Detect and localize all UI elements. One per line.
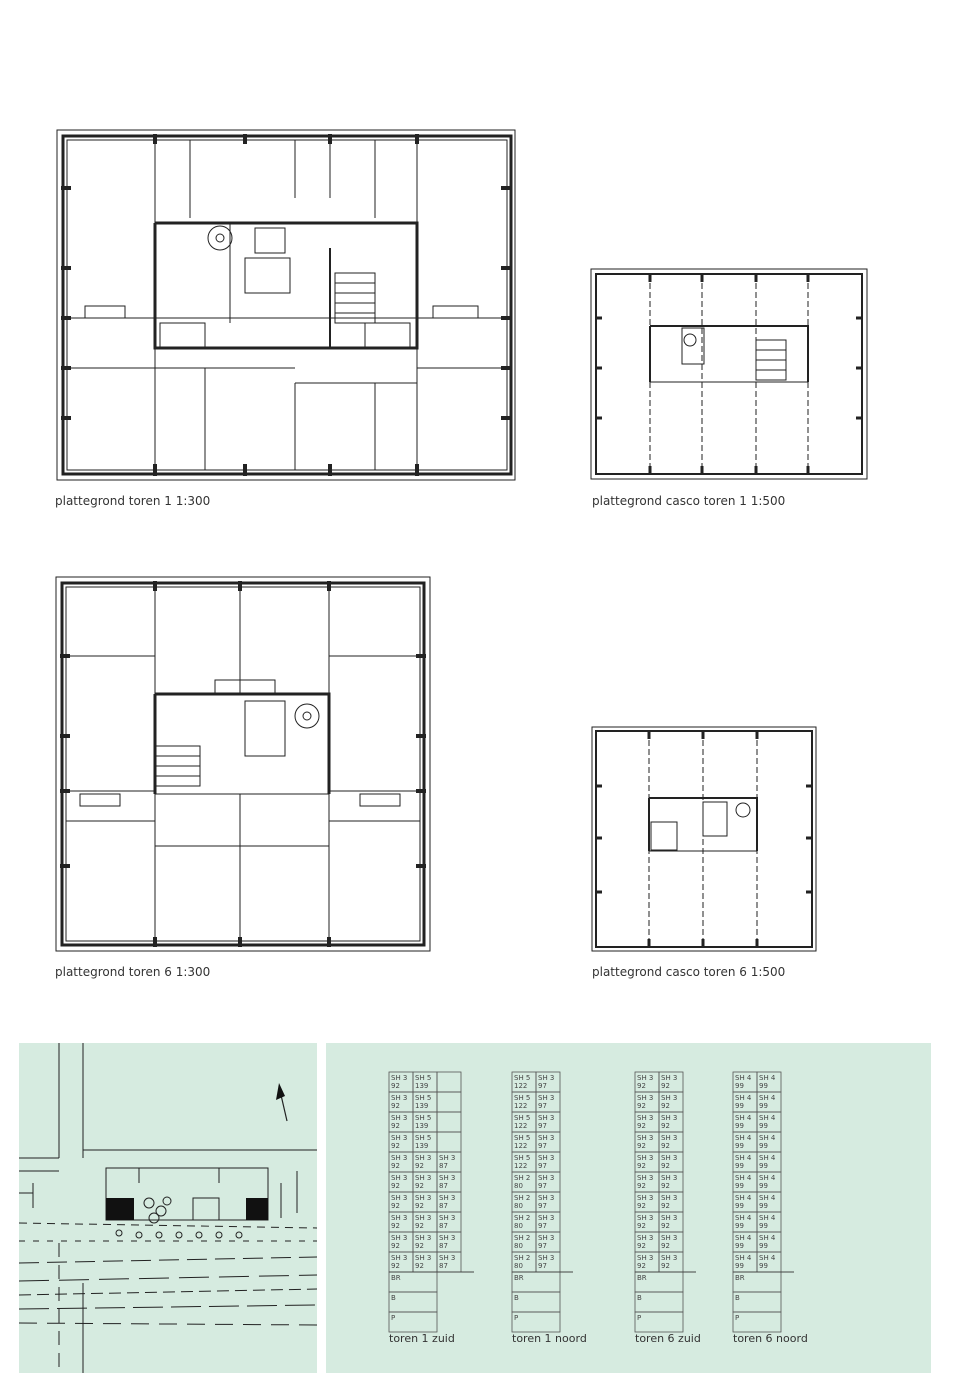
unit-label: SH 3 [439, 1214, 456, 1222]
base-cell [389, 1292, 437, 1312]
unit-label: 92 [391, 1242, 400, 1250]
unit-label: SH 5 [514, 1094, 531, 1102]
unit-label: 92 [661, 1202, 670, 1210]
unit-label: SH 4 [735, 1074, 752, 1082]
unit-label: SH 3 [439, 1254, 456, 1262]
unit-label: 99 [759, 1222, 768, 1230]
unit-label: 99 [735, 1242, 744, 1250]
unit-label: SH 4 [759, 1194, 776, 1202]
unit-label: SH 5 [514, 1114, 531, 1122]
unit-label: 87 [439, 1162, 448, 1170]
caption-plan-toren-6: plattegrond toren 6 1:300 [55, 965, 211, 979]
base-cell [635, 1292, 683, 1312]
unit-label: 92 [637, 1142, 646, 1150]
unit-label: 92 [415, 1242, 424, 1250]
tower-stack [635, 1072, 701, 1345]
unit-label: 92 [661, 1262, 670, 1270]
base-label: BR [391, 1274, 401, 1282]
floorplan-toren-1 [55, 128, 517, 482]
unit-label: SH 3 [661, 1074, 678, 1082]
unit-label: 139 [415, 1142, 429, 1150]
tower-label: toren 6 noord [733, 1332, 808, 1345]
unit-label: SH 4 [735, 1214, 752, 1222]
unit-label: SH 3 [391, 1074, 408, 1082]
base-cell [512, 1292, 560, 1312]
unit-label: SH 3 [538, 1174, 555, 1182]
unit-label: SH 3 [661, 1114, 678, 1122]
unit-label: 92 [391, 1142, 400, 1150]
unit-label: SH 2 [514, 1174, 531, 1182]
tower-label: toren 1 noord [512, 1332, 587, 1345]
tower-stack [389, 1072, 474, 1345]
unit-label: 139 [415, 1082, 429, 1090]
unit-label: 92 [661, 1182, 670, 1190]
unit-label: SH 3 [391, 1174, 408, 1182]
unit-label: SH 5 [514, 1154, 531, 1162]
unit-label: 99 [735, 1102, 744, 1110]
unit-label: SH 4 [759, 1094, 776, 1102]
unit-label: 92 [415, 1202, 424, 1210]
base-cell [512, 1312, 560, 1332]
unit-label: SH 2 [514, 1214, 531, 1222]
unit-label: 97 [538, 1102, 547, 1110]
unit-label: 97 [538, 1122, 547, 1130]
unit-label: SH 3 [391, 1194, 408, 1202]
unit-label: SH 3 [538, 1254, 555, 1262]
unit-label: 92 [637, 1202, 646, 1210]
unit-label: SH 3 [439, 1234, 456, 1242]
unit-label: SH 3 [439, 1174, 456, 1182]
unit-label: SH 5 [415, 1074, 432, 1082]
unit-label: 92 [391, 1182, 400, 1190]
unit-label: SH 3 [637, 1234, 654, 1242]
unit-label: 92 [661, 1082, 670, 1090]
unit-label: 87 [439, 1202, 448, 1210]
unit-label: SH 3 [538, 1074, 555, 1082]
unit-label: 92 [415, 1262, 424, 1270]
unit-label: SH 4 [759, 1254, 776, 1262]
unit-label: SH 4 [759, 1214, 776, 1222]
unit-label: 99 [735, 1222, 744, 1230]
unit-label: SH 3 [637, 1134, 654, 1142]
unit-label: 92 [391, 1122, 400, 1130]
unit-label: SH 4 [759, 1134, 776, 1142]
unit-label: SH 4 [759, 1174, 776, 1182]
unit-label: 92 [391, 1262, 400, 1270]
unit-label: 97 [538, 1142, 547, 1150]
base-label: B [514, 1294, 519, 1302]
unit-label: SH 3 [538, 1214, 555, 1222]
unit-label: SH 3 [661, 1254, 678, 1262]
base-label: BR [514, 1274, 524, 1282]
unit-label: 92 [661, 1142, 670, 1150]
unit-label: SH 5 [415, 1094, 432, 1102]
unit-cell [437, 1092, 461, 1112]
unit-label: 99 [759, 1182, 768, 1190]
unit-label: 80 [514, 1222, 523, 1230]
unit-label: SH 3 [637, 1194, 654, 1202]
unit-label: 99 [759, 1102, 768, 1110]
casco-plan-toren-1 [590, 268, 868, 480]
unit-label: 92 [415, 1222, 424, 1230]
unit-label: 97 [538, 1082, 547, 1090]
unit-label: SH 4 [759, 1114, 776, 1122]
unit-label: 92 [637, 1242, 646, 1250]
unit-label: SH 3 [637, 1074, 654, 1082]
unit-label: 99 [735, 1082, 744, 1090]
unit-label: 99 [759, 1262, 768, 1270]
tower-stack [512, 1072, 587, 1345]
unit-label: SH 3 [637, 1114, 654, 1122]
unit-label: SH 5 [514, 1074, 531, 1082]
unit-label: SH 3 [538, 1094, 555, 1102]
unit-label: SH 3 [637, 1094, 654, 1102]
base-cell [389, 1312, 437, 1332]
unit-label: 87 [439, 1182, 448, 1190]
unit-label: 99 [735, 1122, 744, 1130]
unit-label: SH 3 [415, 1234, 432, 1242]
unit-label: SH 3 [661, 1174, 678, 1182]
base-label: P [637, 1314, 642, 1322]
unit-label: SH 3 [391, 1214, 408, 1222]
unit-label: SH 3 [661, 1094, 678, 1102]
unit-label: 92 [391, 1102, 400, 1110]
floorplan-toren-6 [55, 576, 431, 952]
unit-label: SH 4 [735, 1174, 752, 1182]
unit-label: SH 3 [538, 1134, 555, 1142]
base-label: P [391, 1314, 396, 1322]
base-label: BR [735, 1274, 745, 1282]
unit-label: 87 [439, 1242, 448, 1250]
unit-label: 97 [538, 1262, 547, 1270]
unit-label: 99 [735, 1142, 744, 1150]
unit-label: SH 2 [514, 1254, 531, 1262]
unit-label: SH 3 [391, 1154, 408, 1162]
unit-label: 99 [759, 1082, 768, 1090]
caption-casco-toren-1: plattegrond casco toren 1 1:500 [592, 494, 786, 508]
stacking-diagram [326, 1043, 931, 1373]
caption-casco-toren-6: plattegrond casco toren 6 1:500 [592, 965, 786, 979]
unit-label: SH 3 [637, 1174, 654, 1182]
unit-label: SH 5 [514, 1134, 531, 1142]
unit-label: 97 [538, 1182, 547, 1190]
unit-label: SH 3 [415, 1194, 432, 1202]
unit-label: SH 3 [661, 1154, 678, 1162]
unit-label: 92 [391, 1222, 400, 1230]
base-label: BR [637, 1274, 647, 1282]
unit-label: 122 [514, 1142, 528, 1150]
unit-label: SH 3 [661, 1234, 678, 1242]
unit-label: 122 [514, 1082, 528, 1090]
unit-cell [437, 1072, 461, 1092]
tower-label: toren 1 zuid [389, 1332, 455, 1345]
base-label: P [735, 1314, 740, 1322]
unit-label: SH 4 [735, 1254, 752, 1262]
unit-label: 92 [391, 1082, 400, 1090]
base-label: B [637, 1294, 642, 1302]
unit-label: SH 5 [415, 1134, 432, 1142]
unit-label: 99 [735, 1262, 744, 1270]
tower-stack [733, 1072, 808, 1345]
unit-label: SH 2 [514, 1234, 531, 1242]
unit-label: SH 3 [391, 1254, 408, 1262]
unit-label: 92 [637, 1182, 646, 1190]
unit-cell [437, 1132, 461, 1152]
unit-label: SH 4 [735, 1194, 752, 1202]
unit-label: 80 [514, 1182, 523, 1190]
unit-label: SH 3 [637, 1154, 654, 1162]
unit-label: 92 [637, 1082, 646, 1090]
unit-label: SH 3 [415, 1154, 432, 1162]
unit-label: 92 [391, 1162, 400, 1170]
unit-label: SH 3 [538, 1194, 555, 1202]
site-map-panel [19, 1043, 317, 1373]
caption-plan-toren-1: plattegrond toren 1 1:300 [55, 494, 211, 508]
unit-label: SH 5 [415, 1114, 432, 1122]
unit-label: 97 [538, 1222, 547, 1230]
unit-label: 99 [759, 1122, 768, 1130]
unit-label: 92 [661, 1102, 670, 1110]
unit-label: SH 4 [759, 1154, 776, 1162]
unit-label: 92 [661, 1242, 670, 1250]
unit-label: SH 4 [735, 1094, 752, 1102]
unit-label: SH 3 [538, 1234, 555, 1242]
unit-label: 92 [661, 1222, 670, 1230]
unit-label: SH 3 [538, 1114, 555, 1122]
unit-label: SH 4 [735, 1154, 752, 1162]
unit-label: 139 [415, 1102, 429, 1110]
unit-label: 99 [735, 1162, 744, 1170]
base-cell [635, 1312, 683, 1332]
unit-label: SH 3 [439, 1194, 456, 1202]
unit-label: SH 3 [391, 1094, 408, 1102]
unit-label: SH 4 [735, 1114, 752, 1122]
unit-label: SH 3 [415, 1214, 432, 1222]
unit-label: SH 3 [415, 1174, 432, 1182]
unit-label: 87 [439, 1222, 448, 1230]
unit-label: 92 [661, 1122, 670, 1130]
unit-cell [437, 1112, 461, 1132]
unit-label: SH 4 [735, 1234, 752, 1242]
unit-label: 92 [637, 1102, 646, 1110]
unit-label: 92 [637, 1262, 646, 1270]
unit-label: 80 [514, 1262, 523, 1270]
unit-label: SH 3 [391, 1114, 408, 1122]
stacking-diagram-panel [326, 1043, 931, 1373]
unit-label: 92 [637, 1222, 646, 1230]
unit-label: 92 [415, 1162, 424, 1170]
unit-label: 80 [514, 1202, 523, 1210]
unit-label: 80 [514, 1242, 523, 1250]
unit-label: SH 2 [514, 1194, 531, 1202]
unit-label: SH 4 [759, 1074, 776, 1082]
unit-label: SH 3 [637, 1214, 654, 1222]
base-cell [733, 1312, 781, 1332]
unit-label: 99 [759, 1162, 768, 1170]
unit-label: 97 [538, 1202, 547, 1210]
unit-label: 97 [538, 1242, 547, 1250]
unit-label: SH 3 [661, 1214, 678, 1222]
unit-label: 92 [637, 1162, 646, 1170]
unit-label: SH 3 [538, 1154, 555, 1162]
unit-label: SH 3 [391, 1134, 408, 1142]
unit-label: SH 3 [439, 1154, 456, 1162]
unit-label: SH 3 [415, 1254, 432, 1262]
unit-label: 99 [759, 1242, 768, 1250]
unit-label: SH 3 [637, 1254, 654, 1262]
unit-label: SH 3 [661, 1134, 678, 1142]
unit-label: 99 [735, 1202, 744, 1210]
unit-label: 92 [415, 1182, 424, 1190]
base-cell [733, 1292, 781, 1312]
unit-label: 122 [514, 1122, 528, 1130]
base-label: B [391, 1294, 396, 1302]
unit-label: 87 [439, 1262, 448, 1270]
unit-label: 139 [415, 1122, 429, 1130]
unit-label: 92 [391, 1202, 400, 1210]
unit-label: SH 4 [735, 1134, 752, 1142]
unit-label: 92 [637, 1122, 646, 1130]
unit-label: 97 [538, 1162, 547, 1170]
unit-label: SH 4 [759, 1234, 776, 1242]
casco-plan-toren-6 [591, 726, 817, 952]
unit-label: 122 [514, 1102, 528, 1110]
unit-label: SH 3 [391, 1234, 408, 1242]
base-label: P [514, 1314, 519, 1322]
base-label: B [735, 1294, 740, 1302]
unit-label: 92 [661, 1162, 670, 1170]
tower-label: toren 6 zuid [635, 1332, 701, 1345]
unit-label: 99 [735, 1182, 744, 1190]
unit-label: 99 [759, 1142, 768, 1150]
unit-label: 122 [514, 1162, 528, 1170]
unit-label: 99 [759, 1202, 768, 1210]
unit-label: SH 3 [661, 1194, 678, 1202]
